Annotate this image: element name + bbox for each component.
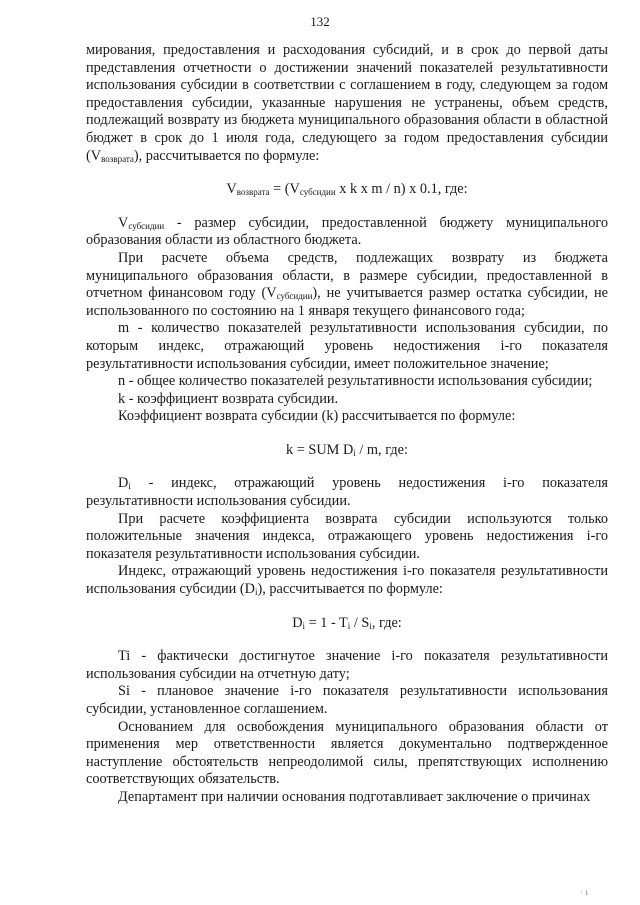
paragraph-13: Основанием для освобождения муниципального образования области от применения мер ответственности является документально подтвержденное наступление обстоятельств непреодолимой силы, препятствующих исполнению соответствующих обязательств. — [86, 718, 608, 788]
paragraph-7: Коэффициент возврата субсидии (k) рассчитывается по формуле: — [118, 408, 516, 425]
paragraph-8: $D_i$ - индекс, отражающий уровень недостижения i-го показателя результативности использования субсидии. — [86, 475, 608, 510]
paragraph-5: n - общее количество показателей результативности использования субсидии; — [118, 373, 593, 390]
formula-return-volume: $V_{возврата} = (V_{субсидии}$ x k x m / n) x 0.1, где: — [226, 181, 468, 198]
paragraph-12: Si - плановое значение i-го показателя результативности использования субсидии, установленное соглашением. — [86, 683, 608, 717]
footer-marks: · ı — [580, 887, 588, 897]
paragraph-9: При расчете коэффициента возврата субсидии используются только положительные значения индекса, отражающего уровень недостижения i-го показателя результативности использования субсидии. — [86, 510, 608, 562]
document-body — [86, 42, 608, 807]
paragraph-4: m - количество показателей результативности использования субсидии, по которым индекс, отражающий уровень недостижения i-го показателя результативности использования субсидии, имеет положительное значение; — [86, 320, 608, 372]
formula-index: $D_i = 1 - T_i / S_i$, где: — [292, 614, 402, 631]
page-number: 132 — [310, 14, 330, 29]
paragraph-3: При расчете объема средств, подлежащих возврату из бюджета муниципального образования области, в размере субсидии, предоставленной в отчетном финансовом году $(V_{субсидии})$, не учитывается размер остатка субсидии, не использованного по состоянию на 1 января текущего финансового года; — [86, 249, 608, 319]
paragraph-1: мирования, предоставления и расходования субсидий, и в срок до первой даты представления отчетности о достижении значений показателей результативности использования субсидии в соответствии с соглашением в году, следующем за годом предоставления субсидии, указанные нарушения не устранены, объем средств, подлежащий возврату из бюджета муниципального образования области в областной бюджет в срок до 1 июля года, следующего за годом предоставления субсидии $(V_{возврата})$, рассчитывается по формуле: — [86, 42, 608, 164]
paragraph-11: Ti - фактически достигнутое значение i-го показателя результативности использования субсидии на отчетную дату; — [86, 648, 608, 682]
paragraph-10: Индекс, отражающий уровень недостижения i-го показателя результативности использования субсидии $(D_i)$, рассчитывается по формуле: — [86, 563, 608, 598]
paragraph-2: $V_{субсидии}$ - размер субсидии, предоставленной бюджету муниципального образования области из областного бюджета. — [86, 214, 608, 249]
paragraph-14: Департамент при наличии основания подготавливает заключение о причинах — [118, 788, 591, 805]
formula-coefficient: k = SUM $D_i$ / m, где: — [286, 441, 408, 458]
paragraph-6: k - коэффициент возврата субсидии. — [118, 390, 339, 407]
